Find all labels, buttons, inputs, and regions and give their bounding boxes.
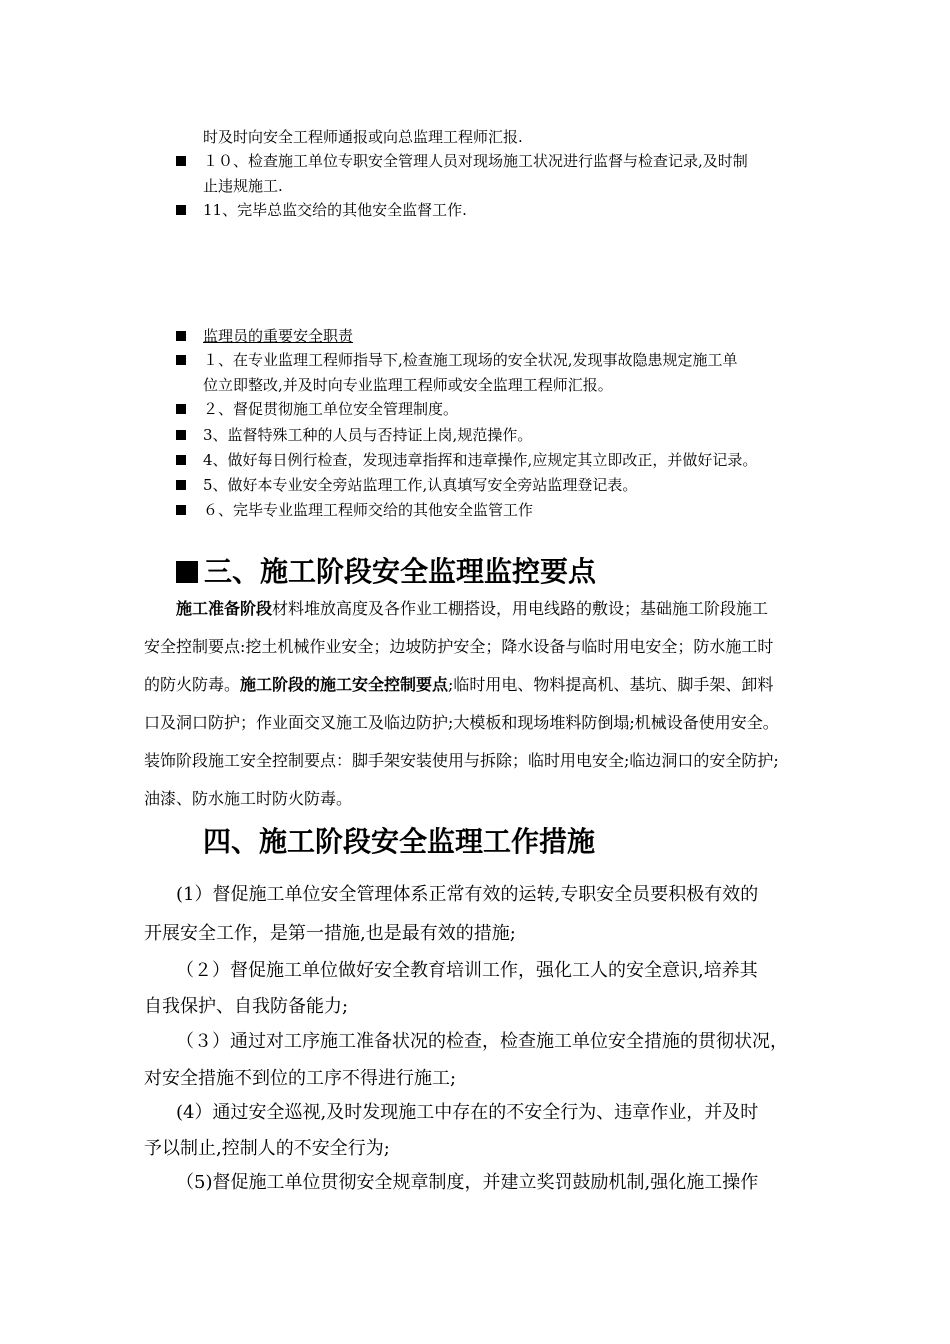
list-item-6: ６、完毕专业监理工程师交给的其他安全监管工作 <box>203 501 534 519</box>
measure-3-line2: 对安全措施不到位的工序不得进行施工; <box>144 1068 457 1089</box>
bullet-square-icon <box>176 505 186 515</box>
section-3-paragraph-line3 <box>144 674 773 696</box>
section-3-paragraph-line4: 口及洞口防护；作业面交叉施工及临边防护;大模板和现场堆料防倒塌;机械设备使用安全。 <box>144 713 779 732</box>
list-item-11: 11、完毕总监交给的其他安全监督工作. <box>203 201 467 219</box>
list-item-2: ２、督促贯彻施工单位安全管理制度。 <box>203 400 459 418</box>
measure-4-line1: (4）通过安全巡视,及时发现施工中存在的不安全行为、违章作业，并及时 <box>176 1102 759 1123</box>
section-3-paragraph-line2: 安全控制要点:挖土机械作业安全；边坡防护安全；降水设备与临时用电安全；防水施工时 <box>144 637 774 656</box>
measure-1-line2: 开展安全工作，是第一措施,也是最有效的措施; <box>144 923 516 944</box>
measure-1-line1: (1）督促施工单位安全管理体系正常有效的运转,专职安全员要积极有效的 <box>176 884 759 905</box>
section-3-paragraph-line6: 油漆、防水施工时防火防毒。 <box>144 789 353 808</box>
paragraph-text: 材料堆放高度及各作业工棚搭设，用电线路的敷设；基础施工阶段施工 <box>272 599 769 618</box>
bullet-square-icon <box>176 331 186 341</box>
list-item-10-line1: １０、检查施工单位专职安全管理人员对现场施工状况进行监督与检查记录,及时制 <box>203 152 748 170</box>
measure-5-line1: （5)督促施工单位贯彻安全规章制度，并建立奖罚鼓励机制,强化施工操作 <box>176 1172 759 1193</box>
list-item-5: 5、做好本专业安全旁站监理工作,认真填写安全旁站监理登记表。 <box>203 476 638 494</box>
list-item-1-line1: １、在专业监理工程师指导下,检查施工现场的安全状况,发现事故隐患规定施工单 <box>203 351 738 369</box>
measure-3-line1: （３）通过对工序施工准备状况的检查，检查施工单位安全措施的贯彻状况， <box>176 1031 788 1052</box>
bullet-square-icon <box>176 355 186 365</box>
bullet-square-icon <box>176 561 198 583</box>
measure-4-line2: 予以制止,控制人的不安全行为; <box>144 1138 390 1159</box>
section-3-paragraph-line5: 装饰阶段施工安全控制要点：脚手架安装使用与拆除；临时用电安全;临边洞口的安全防护; <box>144 751 779 770</box>
section-3-title <box>176 554 596 590</box>
section-3-paragraph-line1 <box>176 598 768 620</box>
bullet-square-icon <box>176 455 186 465</box>
bullet-square-icon <box>176 430 186 440</box>
list-item-3: 3、监督特殊工种的人员与否持证上岗,规范操作。 <box>203 426 533 444</box>
bold-phrase-construction-stage: 施工阶段的施工安全控制要点 <box>240 675 449 694</box>
list-item-4: 4、做好每日例行检查，发现违章指挥和违章操作,应规定其立即改正，并做好记录。 <box>203 451 758 469</box>
measure-2-line2: 自我保护、自我防备能力; <box>144 996 349 1017</box>
section-4-title: 四、施工阶段安全监理工作措施 <box>203 825 596 858</box>
list-item-1-line2: 位立即整改,并及时向专业监理工程师或安全监理工程师汇报。 <box>203 376 613 394</box>
bullet-square-icon <box>176 480 186 490</box>
section-heading-supervisor-duties: 监理员的重要安全职责 <box>203 327 354 345</box>
bullet-square-icon <box>176 404 186 414</box>
bullet-square-icon <box>176 205 186 215</box>
paragraph-text: 的防火防毒。 <box>144 675 241 694</box>
list-item-continuation: 时及时向安全工程师通报或向总监理工程师汇报. <box>203 128 523 146</box>
paragraph-text: ;临时用电、物料提高机、基坑、脚手架、卸料 <box>448 675 774 694</box>
measure-2-line1: （２）督促施工单位做好安全教育培训工作，强化工人的安全意识,培养其 <box>176 960 758 981</box>
section-3-title-text: 三、施工阶段安全监理监控要点 <box>204 555 597 588</box>
bold-phrase-prep-stage: 施工准备阶段 <box>176 599 273 618</box>
bullet-square-icon <box>176 156 186 166</box>
list-item-10-line2: 止违规施工. <box>203 177 283 195</box>
